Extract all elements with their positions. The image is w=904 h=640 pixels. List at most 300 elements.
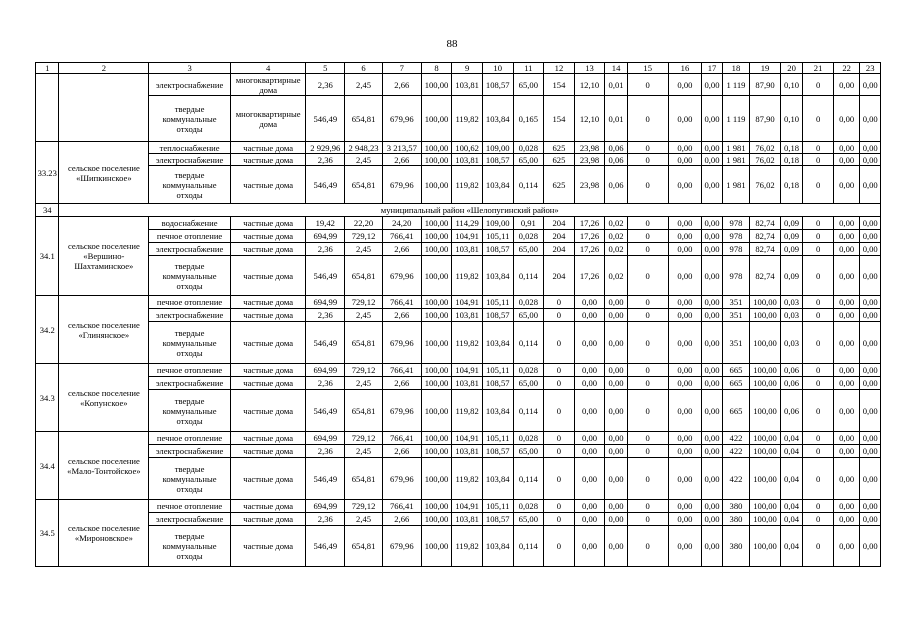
table-cell: 0,00 <box>668 217 702 230</box>
table-cell: 0,00 <box>605 322 627 364</box>
table-cell: 0,06 <box>605 154 627 166</box>
settlement-name: сельское поселение «Мало-Тонтойское» <box>59 432 149 500</box>
table-cell: 103,84 <box>482 458 513 500</box>
table-cell: 0,00 <box>668 230 702 243</box>
table-cell: 625 <box>544 166 575 204</box>
table-cell: 0,00 <box>574 364 605 377</box>
housing-type: частные дома <box>230 256 306 296</box>
table-cell: 422 <box>722 445 750 458</box>
table-cell: 0 <box>544 526 575 567</box>
table-cell: 766,41 <box>382 364 421 377</box>
table-cell: 17,26 <box>574 256 605 296</box>
table-cell: 0 <box>803 432 834 445</box>
table-row <box>36 390 881 432</box>
table-cell: 0,10 <box>780 74 802 96</box>
table-cell: 978 <box>722 217 750 230</box>
table-cell: 22,20 <box>345 217 383 230</box>
table-cell: 108,57 <box>482 243 513 256</box>
table-cell: 0,00 <box>668 243 702 256</box>
table-cell: 103,84 <box>482 322 513 364</box>
column-number: 7 <box>382 63 421 74</box>
table-cell: 0,00 <box>833 526 860 567</box>
table-cell: 546,49 <box>306 96 345 142</box>
settlement-name: сельское поселение «Глинянское» <box>59 296 149 364</box>
table-cell: 0,00 <box>833 166 860 204</box>
table-cell: 0,00 <box>574 432 605 445</box>
table-cell: 103,84 <box>482 390 513 432</box>
table-cell: 0,00 <box>668 142 702 154</box>
table-cell: 0,00 <box>860 142 881 154</box>
table-cell: 0,91 <box>513 217 544 230</box>
table-row <box>36 445 881 458</box>
table-cell: 0 <box>803 458 834 500</box>
table-cell: 0,00 <box>860 364 881 377</box>
service-type: твердые коммунальные отходы <box>149 166 231 204</box>
table-cell: 0,028 <box>513 364 544 377</box>
table-cell: 0,114 <box>513 390 544 432</box>
service-type: электроснабжение <box>149 154 231 166</box>
table-cell: 0 <box>627 500 668 513</box>
table-cell: 0,06 <box>605 142 627 154</box>
table-row <box>36 500 881 513</box>
housing-type: частные дома <box>230 243 306 256</box>
table-cell: 0,00 <box>574 445 605 458</box>
table-cell: 0,00 <box>860 74 881 96</box>
table-row <box>36 154 881 166</box>
table-cell: 0,06 <box>780 364 802 377</box>
table-cell: 0 <box>803 154 834 166</box>
table-cell: 100,00 <box>750 364 781 377</box>
table-cell: 100,00 <box>421 377 452 390</box>
table-cell: 204 <box>544 243 575 256</box>
table-cell: 546,49 <box>306 322 345 364</box>
table-cell: 0,00 <box>860 322 881 364</box>
table-cell: 2,45 <box>345 74 383 96</box>
table-cell: 100,00 <box>421 526 452 567</box>
table-cell: 0,04 <box>780 500 802 513</box>
table-cell: 0,00 <box>833 513 860 526</box>
service-type: твердые коммунальные отходы <box>149 96 231 142</box>
service-type: теплоснабжение <box>149 142 231 154</box>
service-type: твердые коммунальные отходы <box>149 390 231 432</box>
table-cell: 2,66 <box>382 377 421 390</box>
table-cell: 100,00 <box>750 309 781 322</box>
table-cell: 380 <box>722 526 750 567</box>
table-cell: 0,00 <box>702 445 722 458</box>
table-row <box>36 217 881 230</box>
column-number: 3 <box>149 63 231 74</box>
housing-type: частные дома <box>230 500 306 513</box>
table-cell: 2,45 <box>345 377 383 390</box>
table-cell: 625 <box>544 142 575 154</box>
service-type: электроснабжение <box>149 243 231 256</box>
table-cell: 0 <box>627 296 668 309</box>
column-number: 1 <box>36 63 59 74</box>
table-cell: 108,57 <box>482 513 513 526</box>
table-cell: 0 <box>544 364 575 377</box>
table-cell: 0,00 <box>605 445 627 458</box>
table-cell: 0,00 <box>702 230 722 243</box>
table-cell: 654,81 <box>345 166 383 204</box>
table-cell: 17,26 <box>574 243 605 256</box>
service-type: печное отопление <box>149 364 231 377</box>
table-cell: 154 <box>544 96 575 142</box>
table-cell: 546,49 <box>306 256 345 296</box>
table-row <box>36 230 881 243</box>
table-cell: 119,82 <box>452 526 483 567</box>
table-row <box>36 526 881 567</box>
table-cell: 0,09 <box>780 217 802 230</box>
table-cell: 679,96 <box>382 96 421 142</box>
table-cell: 665 <box>722 364 750 377</box>
table-cell: 0 <box>627 390 668 432</box>
housing-type: частные дома <box>230 154 306 166</box>
table-cell: 766,41 <box>382 296 421 309</box>
table-row <box>36 377 881 390</box>
table-cell: 0,00 <box>668 74 702 96</box>
table-cell: 0,09 <box>780 256 802 296</box>
table-cell: 0,00 <box>668 445 702 458</box>
table-cell: 2,45 <box>345 243 383 256</box>
column-number: 21 <box>803 63 834 74</box>
column-number: 23 <box>860 63 881 74</box>
table-cell: 0 <box>803 230 834 243</box>
table-cell: 0,00 <box>574 309 605 322</box>
table-cell: 1 981 <box>722 166 750 204</box>
table-cell: 100,00 <box>750 390 781 432</box>
service-type: электроснабжение <box>149 74 231 96</box>
table-cell: 0,00 <box>860 526 881 567</box>
table-cell: 0 <box>544 500 575 513</box>
service-type: электроснабжение <box>149 309 231 322</box>
table-cell: 0,04 <box>780 526 802 567</box>
table-cell: 0,00 <box>860 309 881 322</box>
table-cell: 0 <box>627 230 668 243</box>
housing-type: частные дома <box>230 526 306 567</box>
table-cell: 103,84 <box>482 96 513 142</box>
table-cell: 0 <box>544 296 575 309</box>
table-cell: 0,00 <box>833 445 860 458</box>
row-number: 34.5 <box>36 500 59 567</box>
table-cell: 0,01 <box>605 74 627 96</box>
table-cell: 100,00 <box>750 458 781 500</box>
table-cell: 100,00 <box>421 230 452 243</box>
table-cell: 0 <box>544 377 575 390</box>
table-row <box>36 256 881 296</box>
table-cell: 65,00 <box>513 445 544 458</box>
housing-type: частные дома <box>230 296 306 309</box>
table-cell: 0,00 <box>702 526 722 567</box>
row-number: 34.4 <box>36 432 59 500</box>
table-cell: 76,02 <box>750 166 781 204</box>
table-cell: 2,45 <box>345 154 383 166</box>
table-cell: 0,00 <box>833 432 860 445</box>
table-cell: 65,00 <box>513 309 544 322</box>
table-cell: 119,82 <box>452 390 483 432</box>
column-number: 18 <box>722 63 750 74</box>
table-cell: 104,91 <box>452 296 483 309</box>
table-cell: 100,00 <box>421 364 452 377</box>
table-cell: 23,98 <box>574 166 605 204</box>
table-cell: 104,91 <box>452 500 483 513</box>
table-cell: 100,00 <box>421 217 452 230</box>
row-number: 34.3 <box>36 364 59 432</box>
table-cell: 0,04 <box>780 432 802 445</box>
table-cell: 104,91 <box>452 432 483 445</box>
table-cell: 100,00 <box>750 296 781 309</box>
housing-type: частные дома <box>230 458 306 500</box>
table-cell: 0,00 <box>702 166 722 204</box>
table-cell: 0 <box>627 445 668 458</box>
table-cell: 0,04 <box>780 445 802 458</box>
table-cell: 1 119 <box>722 96 750 142</box>
table-cell: 2,36 <box>306 513 345 526</box>
table-cell: 0,00 <box>833 217 860 230</box>
table-cell: 0,00 <box>574 322 605 364</box>
column-number: 5 <box>306 63 345 74</box>
table-cell: 0,00 <box>668 526 702 567</box>
table-cell: 0,00 <box>702 377 722 390</box>
table-cell: 0,00 <box>833 74 860 96</box>
table-cell: 0 <box>627 322 668 364</box>
table-cell: 0,09 <box>780 230 802 243</box>
table-cell: 100,00 <box>421 458 452 500</box>
table-row <box>36 166 881 204</box>
table-cell: 2,45 <box>345 445 383 458</box>
column-number: 8 <box>421 63 452 74</box>
table-cell: 0,00 <box>668 166 702 204</box>
table-cell: 0,00 <box>860 445 881 458</box>
column-number: 15 <box>627 63 668 74</box>
column-number: 4 <box>230 63 306 74</box>
table-cell: 0 <box>803 296 834 309</box>
table-row <box>36 74 881 96</box>
table-cell: 119,82 <box>452 256 483 296</box>
table-cell: 679,96 <box>382 390 421 432</box>
table-cell: 65,00 <box>513 74 544 96</box>
table-cell: 0,02 <box>605 256 627 296</box>
table-cell: 0,00 <box>605 377 627 390</box>
table-cell: 729,12 <box>345 500 383 513</box>
table-cell: 0,028 <box>513 230 544 243</box>
table-cell: 103,81 <box>452 377 483 390</box>
table-cell: 0,00 <box>668 377 702 390</box>
table-cell: 0,114 <box>513 322 544 364</box>
table-cell: 0,02 <box>605 243 627 256</box>
row-number: 33.23 <box>36 142 59 204</box>
table-cell: 2,36 <box>306 243 345 256</box>
table-cell: 654,81 <box>345 390 383 432</box>
table-cell: 0,02 <box>605 217 627 230</box>
column-number: 14 <box>605 63 627 74</box>
table-cell: 100,00 <box>421 256 452 296</box>
table-cell: 0 <box>803 217 834 230</box>
table-cell: 0,00 <box>702 217 722 230</box>
table-cell: 0,00 <box>833 154 860 166</box>
table-cell: 100,00 <box>421 142 452 154</box>
housing-type: частные дома <box>230 142 306 154</box>
table-cell: 119,82 <box>452 166 483 204</box>
table-cell: 2,36 <box>306 445 345 458</box>
table-cell: 0,06 <box>605 166 627 204</box>
table-cell: 0,00 <box>702 432 722 445</box>
table-cell: 694,99 <box>306 432 345 445</box>
table-cell: 0,00 <box>702 458 722 500</box>
table-cell: 546,49 <box>306 526 345 567</box>
table-cell: 0,028 <box>513 432 544 445</box>
table-cell: 0,00 <box>668 513 702 526</box>
table-cell: 109,00 <box>482 217 513 230</box>
table-cell: 1 119 <box>722 74 750 96</box>
table-cell: 100,00 <box>421 243 452 256</box>
table-cell: 23,98 <box>574 142 605 154</box>
table-cell: 654,81 <box>345 526 383 567</box>
table-cell: 0,00 <box>702 96 722 142</box>
table-cell: 100,00 <box>421 309 452 322</box>
settlement-name: сельское поселение «Копунское» <box>59 364 149 432</box>
table-cell: 0,00 <box>833 364 860 377</box>
table-cell: 0,06 <box>780 390 802 432</box>
page-number: 88 <box>446 38 458 50</box>
table-cell: 0,00 <box>860 230 881 243</box>
table-cell: 0 <box>627 217 668 230</box>
table-cell: 546,49 <box>306 390 345 432</box>
table-row <box>36 322 881 364</box>
table-cell: 2,66 <box>382 243 421 256</box>
table-cell: 351 <box>722 296 750 309</box>
service-type: печное отопление <box>149 432 231 445</box>
table-cell: 0 <box>803 445 834 458</box>
housing-type: частные дома <box>230 230 306 243</box>
table-cell: 2,66 <box>382 513 421 526</box>
table-cell: 0 <box>627 526 668 567</box>
district-name: муниципальный район «Шелопугинский район» <box>59 204 881 217</box>
table-cell: 0 <box>803 142 834 154</box>
table-cell: 0,00 <box>833 96 860 142</box>
table-cell: 0,00 <box>574 390 605 432</box>
table-cell: 0,00 <box>860 296 881 309</box>
table-row <box>36 296 881 309</box>
table-cell: 0,00 <box>605 432 627 445</box>
table-cell: 119,82 <box>452 322 483 364</box>
table-row <box>36 513 881 526</box>
service-type: твердые коммунальные отходы <box>149 322 231 364</box>
table-cell: 100,00 <box>421 166 452 204</box>
housing-type: частные дома <box>230 390 306 432</box>
table-cell: 0,00 <box>702 154 722 166</box>
table-cell: 0,00 <box>860 217 881 230</box>
table-cell: 679,96 <box>382 458 421 500</box>
table-cell: 204 <box>544 217 575 230</box>
table-cell: 679,96 <box>382 256 421 296</box>
housing-type: частные дома <box>230 166 306 204</box>
table-cell: 0,114 <box>513 166 544 204</box>
table-cell: 0,03 <box>780 309 802 322</box>
table-cell: 109,00 <box>482 142 513 154</box>
table-cell: 12,10 <box>574 96 605 142</box>
table-cell: 0,00 <box>833 458 860 500</box>
table-cell: 105,11 <box>482 230 513 243</box>
table-cell: 0,028 <box>513 500 544 513</box>
table-cell: 0 <box>544 513 575 526</box>
table-cell: 0,00 <box>574 296 605 309</box>
table-cell: 0,18 <box>780 166 802 204</box>
table-cell: 0,10 <box>780 96 802 142</box>
table-cell: 65,00 <box>513 377 544 390</box>
table-cell: 103,81 <box>452 513 483 526</box>
table-cell: 2,66 <box>382 445 421 458</box>
table-cell: 0,00 <box>702 322 722 364</box>
column-number: 10 <box>482 63 513 74</box>
table-cell: 0 <box>803 322 834 364</box>
table-cell: 0 <box>803 526 834 567</box>
column-number: 20 <box>780 63 802 74</box>
table-cell: 17,26 <box>574 217 605 230</box>
table-cell: 19,42 <box>306 217 345 230</box>
settlement-name: сельское поселение «Шипкинское» <box>59 142 149 204</box>
table-cell: 0,00 <box>702 243 722 256</box>
table-cell: 654,81 <box>345 256 383 296</box>
table-cell: 23,98 <box>574 154 605 166</box>
table-cell: 0,00 <box>860 432 881 445</box>
table-cell: 351 <box>722 309 750 322</box>
table-cell: 0 <box>627 166 668 204</box>
table-cell: 0,00 <box>702 309 722 322</box>
table-cell: 0,03 <box>780 296 802 309</box>
table-cell: 100,62 <box>452 142 483 154</box>
table-cell: 546,49 <box>306 458 345 500</box>
table-cell: 0,00 <box>605 500 627 513</box>
table-cell: 0,114 <box>513 526 544 567</box>
table-cell: 0,04 <box>780 458 802 500</box>
table-cell: 679,96 <box>382 526 421 567</box>
row-number: 34.1 <box>36 217 59 296</box>
table-cell: 0,00 <box>605 296 627 309</box>
table-cell: 0,00 <box>605 458 627 500</box>
table-cell: 0 <box>544 322 575 364</box>
column-number: 11 <box>513 63 544 74</box>
table-cell: 0,00 <box>860 256 881 296</box>
column-number: 17 <box>702 63 722 74</box>
service-type: твердые коммунальные отходы <box>149 256 231 296</box>
table-cell: 0,00 <box>860 390 881 432</box>
table-cell: 100,00 <box>421 322 452 364</box>
table-cell: 0,00 <box>702 296 722 309</box>
table-cell: 0,00 <box>605 390 627 432</box>
table-cell: 0 <box>544 445 575 458</box>
service-type: электроснабжение <box>149 445 231 458</box>
table-cell: 0,00 <box>702 256 722 296</box>
table-cell: 103,81 <box>452 243 483 256</box>
service-type: электроснабжение <box>149 513 231 526</box>
table-cell: 0 <box>803 243 834 256</box>
table-cell: 65,00 <box>513 243 544 256</box>
table-cell: 729,12 <box>345 230 383 243</box>
table-cell: 103,81 <box>452 74 483 96</box>
table-cell: 0 <box>803 256 834 296</box>
table-cell: 0,00 <box>668 458 702 500</box>
table-cell: 0 <box>627 513 668 526</box>
row-number <box>36 74 59 142</box>
table-cell: 65,00 <box>513 513 544 526</box>
housing-type: частные дома <box>230 309 306 322</box>
settlement-name: сельское поселение «Мироновское» <box>59 500 149 567</box>
table-cell: 766,41 <box>382 230 421 243</box>
table-cell: 2,66 <box>382 74 421 96</box>
column-number: 19 <box>750 63 781 74</box>
table-row <box>36 309 881 322</box>
table-cell: 0 <box>627 154 668 166</box>
